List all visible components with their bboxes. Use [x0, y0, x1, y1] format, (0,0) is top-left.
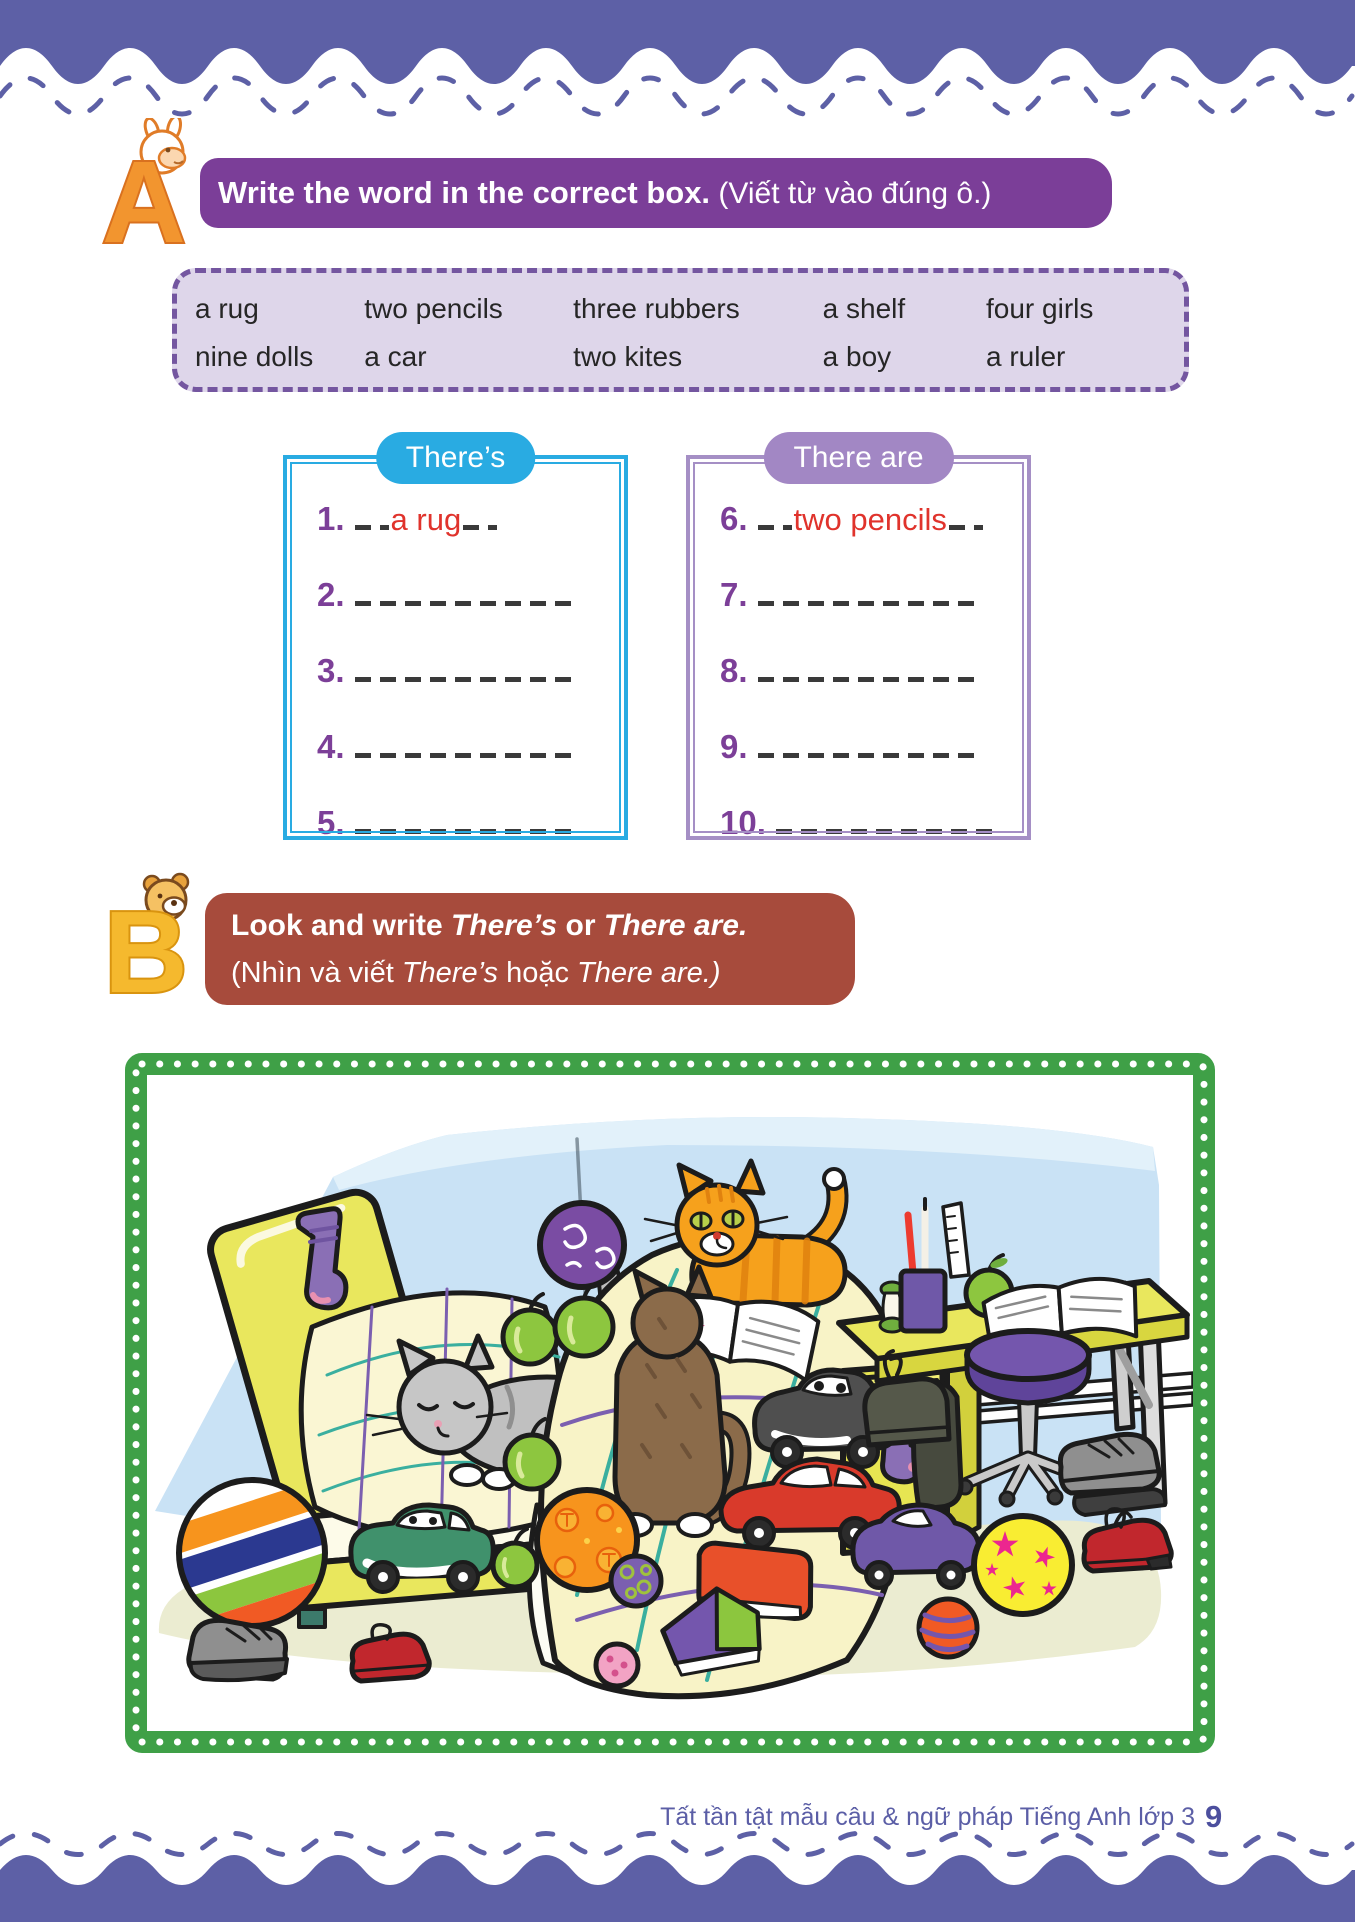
- page-number: 9: [1205, 1799, 1223, 1834]
- yellow-star-ball: [974, 1516, 1072, 1614]
- cat-head: [633, 1289, 701, 1357]
- there-are-box-tab: There are: [763, 432, 953, 484]
- word-item: two pencils: [364, 293, 503, 324]
- section-b-subtitle: (Nhìn và viết There’s hoặc There are.): [231, 957, 721, 989]
- word-bank: [172, 268, 1189, 392]
- word-item: three rubbers: [573, 293, 740, 324]
- blank-line: [758, 753, 976, 758]
- section-a-header: [200, 158, 1112, 228]
- cat-head: [399, 1361, 491, 1453]
- word-item: nine dolls: [195, 341, 314, 372]
- pink-ball: [596, 1644, 638, 1686]
- letter-a-glyph: A: [102, 137, 186, 250]
- word-item: a car: [364, 341, 427, 372]
- theres-box: [283, 441, 628, 841]
- word-item: a ruler: [986, 341, 1066, 372]
- orange-striped-ball: [919, 1599, 977, 1657]
- answer-text: a rug: [390, 502, 462, 537]
- pencil-cup: [901, 1271, 945, 1331]
- bedroom-scene: [147, 1075, 1193, 1731]
- blank-line: [776, 829, 994, 834]
- blank-line: [355, 829, 573, 834]
- answer-line-5: 5.: [317, 785, 624, 861]
- section-a-title-en: Write the word in the correct box.: [218, 175, 711, 210]
- letter-b-glyph: B: [104, 887, 188, 1000]
- answer-line-2: 2.: [317, 557, 624, 633]
- footer-book-title: Tất tần tật mẫu câu & ngữ pháp Tiếng Anh lớp 3: [660, 1803, 1195, 1831]
- answer-line-10: 10.: [720, 785, 1027, 861]
- gray-sneaker-left: [189, 1620, 287, 1680]
- blank-line: [758, 677, 976, 682]
- answer-line-1: 1. a rug: [317, 481, 624, 557]
- answer-line-6: 6. two pencils: [720, 481, 1027, 557]
- there-are-box: [686, 441, 1031, 841]
- answer-line-8: 8.: [720, 633, 1027, 709]
- cat-body: [615, 1333, 725, 1523]
- purple-spiral-ball: [540, 1203, 624, 1287]
- red-pencil: [908, 1215, 913, 1273]
- section-a-title-vi: (Viết từ vào đúng ô.): [710, 177, 992, 210]
- answer-line-4: 4.: [317, 709, 624, 785]
- blank-line: [355, 601, 573, 606]
- word-bank-row-1: [195, 285, 1184, 333]
- word-bank-row-2: [195, 333, 1184, 381]
- section-b-header: [205, 893, 855, 1005]
- section-b-letter: [100, 868, 210, 1000]
- top-wave-band: [0, 0, 1355, 130]
- answer-line-9: 9.: [720, 709, 1027, 785]
- gray-sneaker-right: [1060, 1434, 1165, 1515]
- word-item: a shelf: [822, 293, 906, 324]
- section-b-title: Look and write There’s or There are.: [231, 909, 748, 942]
- bottom-wave-band: [0, 1822, 1355, 1922]
- blank-dash: [949, 525, 983, 530]
- blank-line: [355, 753, 573, 758]
- word-item: two kites: [573, 341, 683, 372]
- word-item: a rug: [195, 293, 259, 324]
- section-a-letter: [100, 118, 210, 250]
- small-purple-ball: [611, 1556, 661, 1606]
- answer-line-7: 7.: [720, 557, 1027, 633]
- blank-line: [758, 601, 976, 606]
- answer-line-3: 3.: [317, 633, 624, 709]
- blank-dash: [355, 525, 389, 530]
- stool-seat: [967, 1331, 1089, 1379]
- blank-dash: [758, 525, 792, 530]
- word-item: a boy: [822, 341, 892, 372]
- blank-dash: [463, 525, 497, 530]
- blank-line: [355, 677, 573, 682]
- answer-text: two pencils: [793, 502, 947, 537]
- theres-box-tab: There’s: [376, 432, 536, 484]
- word-item: four girls: [986, 293, 1094, 324]
- exercise-b-picture: [125, 1053, 1215, 1753]
